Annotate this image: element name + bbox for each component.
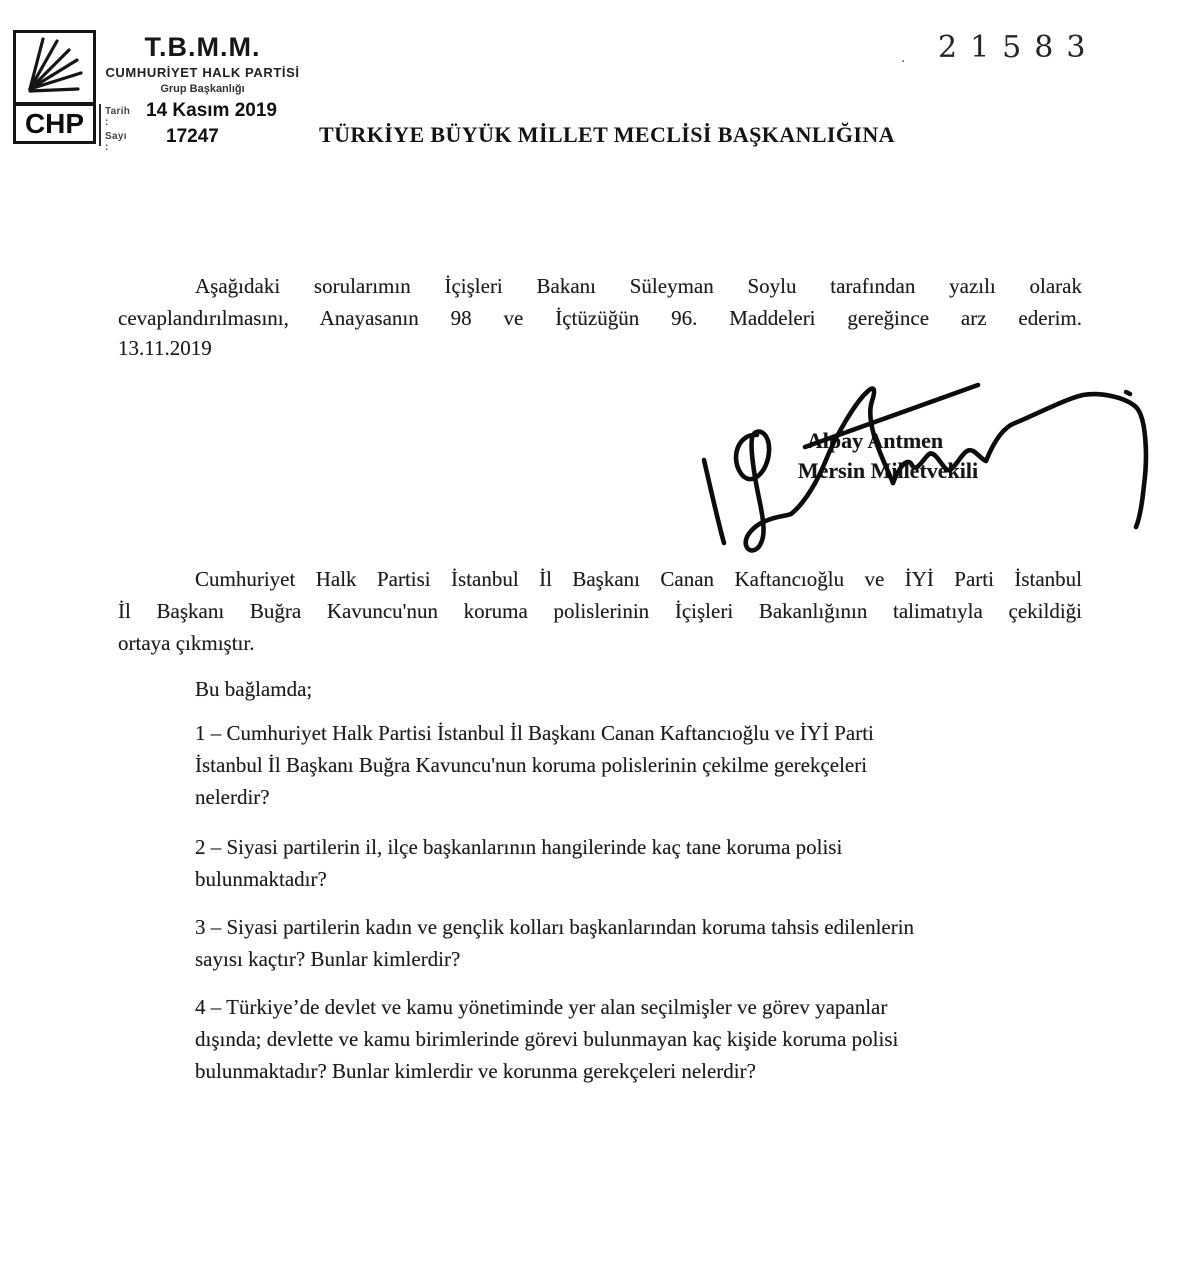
chp-six-arrows-icon (13, 30, 96, 105)
question-3-line: 3 – Siyasi partilerin kadın ve gençlik kolları başkanlarından koruma tahsis edilenlerin (195, 915, 915, 939)
question-4-line: 4 – Türkiye’de devlet ve kamu yönetiminde yer alan seçilmişler ve görev yapanlar (195, 995, 888, 1019)
org-title: T.B.M.M. (144, 32, 261, 62)
question-1-line: 1 – Cumhuriyet Halk Partisi İstanbul İl Başkanı Canan Kaftancıoğlu ve İYİ Parti (195, 721, 874, 745)
letterhead (85, 32, 320, 95)
ref-value: 17247 (166, 126, 219, 147)
question-2-line: bulunmaktadır? (195, 867, 327, 891)
question-1-line: nelerdir? (195, 785, 270, 809)
stamp-number: 21583 (938, 30, 1099, 65)
date-value: 14 Kasım 2019 (146, 100, 277, 121)
date-label: Tarih : (105, 106, 131, 128)
stamp-dot: . (901, 50, 906, 66)
handwritten-signature-icon (660, 375, 1180, 565)
ref-label: Sayı : (105, 131, 127, 153)
group-name: Grup Başkanlığı (160, 83, 245, 95)
party-name: CUMHURİYET HALK PARTİSİ (105, 65, 300, 80)
finding-line: İl Başkanı Buğra Kavuncu'nun koruma polislerinin İçişleri Bakanlığının talimatıyla çekildiği (118, 599, 1082, 623)
context-line: Bu bağlamda; (195, 677, 313, 701)
intro-line: cevaplandırılmasını, Anayasanın 98 ve İçtüzüğün 96. Maddeleri gereğince arz ederim. (118, 306, 1082, 330)
finding-line: ortaya çıkmıştır. (118, 631, 255, 655)
question-3-line: sayısı kaçtır? Bunlar kimlerdir? (195, 947, 461, 971)
signatory-role: Mersin Milletvekili (797, 458, 979, 483)
chp-label: CHP (24, 107, 85, 139)
signatory-name: Alpay Antmen (806, 428, 944, 453)
question-1-line: İstanbul İl Başkanı Buğra Kavuncu'nun koruma polislerinin çekilme gerekçeleri (195, 753, 868, 777)
question-4-line: bulunmaktadır? Bunlar kimlerdir ve korunma gerekçeleri nelerdir? (195, 1059, 756, 1083)
intro-date-line: 13.11.2019 (118, 336, 212, 360)
question-2-line: 2 – Siyasi partilerin il, ilçe başkanlarının hangilerinde kaç tane koruma polisi (195, 835, 843, 859)
document-title: TÜRKİYE BÜYÜK MİLLET MECLİSİ BAŞKANLIĞINA (319, 122, 895, 147)
question-4-line: dışında; devlette ve kamu birimlerinde görevi bulunmayan kaç kişide koruma polisi (195, 1027, 899, 1051)
finding-line: Cumhuriyet Halk Partisi İstanbul İl Başkanı Canan Kaftancıoğlu ve İYİ Parti İstanbul (195, 567, 1082, 591)
intro-line: Aşağıdaki sorularımın İçişleri Bakanı Süleyman Soylu tarafından yazılı olarak (195, 274, 1082, 298)
